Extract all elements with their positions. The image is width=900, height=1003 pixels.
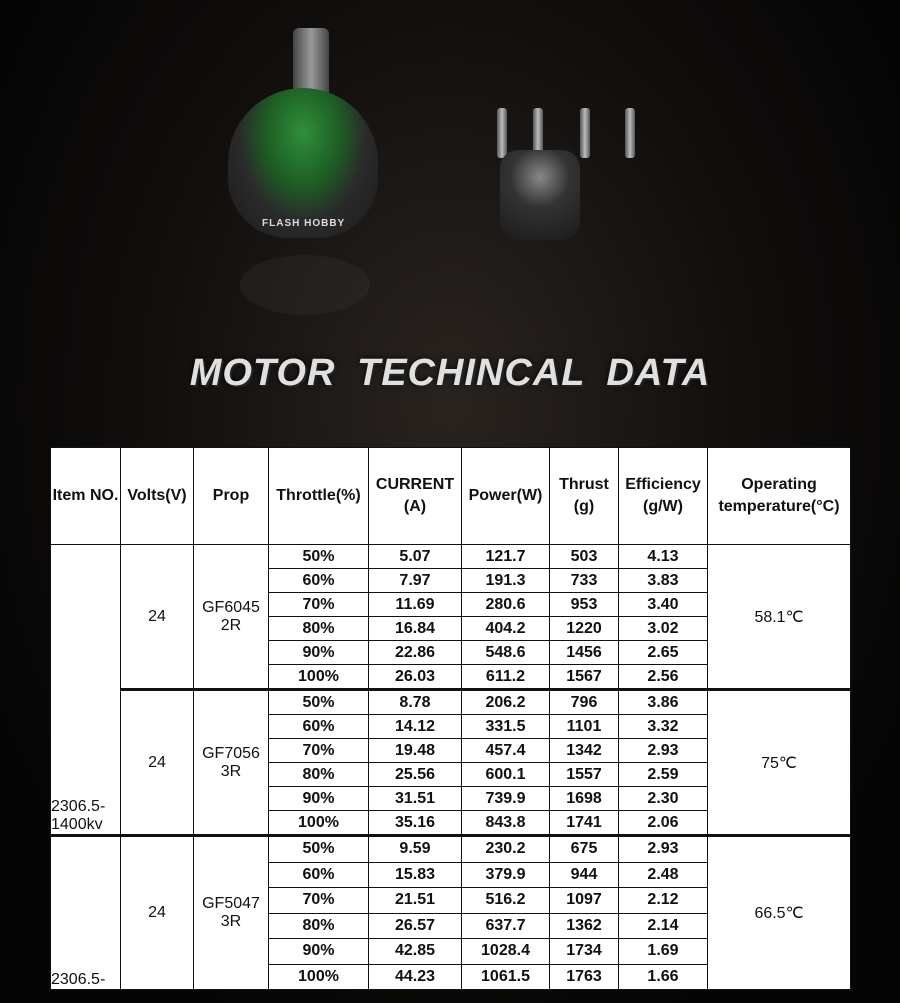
efficiency-cell: 1.69 [619, 939, 708, 965]
power-cell: 457.4 [462, 739, 550, 763]
power-cell: 843.8 [462, 811, 550, 836]
throttle-cell: 50% [269, 690, 369, 715]
header-thrust: Thrust (g) [550, 448, 619, 545]
throttle-cell: 80% [269, 913, 369, 939]
power-cell: 548.6 [462, 641, 550, 665]
item-no-cell: 2306.5-1400kv [51, 545, 121, 836]
prop-cell: GF7056 3R [194, 690, 269, 836]
prop-cell: GF5047 3R [194, 836, 269, 990]
header-power: Power(W) [462, 448, 550, 545]
current-cell: 19.48 [369, 739, 462, 763]
throttle-cell: 70% [269, 593, 369, 617]
power-cell: 280.6 [462, 593, 550, 617]
throttle-cell: 60% [269, 862, 369, 888]
current-cell: 26.03 [369, 665, 462, 690]
thrust-cell: 503 [550, 545, 619, 569]
throttle-cell: 50% [269, 836, 369, 863]
thrust-cell: 1698 [550, 787, 619, 811]
current-cell: 21.51 [369, 888, 462, 914]
header-prop: Prop [194, 448, 269, 545]
current-cell: 15.83 [369, 862, 462, 888]
throttle-cell: 80% [269, 617, 369, 641]
thrust-cell: 944 [550, 862, 619, 888]
efficiency-cell: 2.56 [619, 665, 708, 690]
current-cell: 44.23 [369, 964, 462, 990]
power-cell: 611.2 [462, 665, 550, 690]
thrust-cell: 1763 [550, 964, 619, 990]
power-cell: 121.7 [462, 545, 550, 569]
power-cell: 637.7 [462, 913, 550, 939]
operating-temp-cell: 75℃ [708, 690, 851, 836]
current-cell: 35.16 [369, 811, 462, 836]
item-no-cell: 2306.5- [51, 836, 121, 990]
current-cell: 25.56 [369, 763, 462, 787]
efficiency-cell: 2.93 [619, 739, 708, 763]
operating-temp-cell: 66.5℃ [708, 836, 851, 990]
header-throttle: Throttle(%) [269, 448, 369, 545]
power-cell: 404.2 [462, 617, 550, 641]
power-cell: 230.2 [462, 836, 550, 863]
screw-image [580, 108, 590, 158]
thrust-cell: 1220 [550, 617, 619, 641]
efficiency-cell: 2.93 [619, 836, 708, 863]
throttle-cell: 70% [269, 888, 369, 914]
current-cell: 11.69 [369, 593, 462, 617]
thrust-cell: 1342 [550, 739, 619, 763]
current-cell: 22.86 [369, 641, 462, 665]
power-cell: 516.2 [462, 888, 550, 914]
efficiency-cell: 1.66 [619, 964, 708, 990]
power-cell: 379.9 [462, 862, 550, 888]
power-cell: 739.9 [462, 787, 550, 811]
power-cell: 331.5 [462, 715, 550, 739]
power-cell: 600.1 [462, 763, 550, 787]
header-efficiency: Efficiency (g/W) [619, 448, 708, 545]
current-cell: 5.07 [369, 545, 462, 569]
efficiency-cell: 2.06 [619, 811, 708, 836]
thrust-cell: 953 [550, 593, 619, 617]
efficiency-cell: 2.65 [619, 641, 708, 665]
thrust-cell: 1741 [550, 811, 619, 836]
current-cell: 26.57 [369, 913, 462, 939]
header-volts: Volts(V) [121, 448, 194, 545]
page-title: MOTOR TECHINCAL DATA [189, 352, 711, 394]
header-item-no: Item NO. [51, 448, 121, 545]
efficiency-cell: 2.14 [619, 913, 708, 939]
power-cell: 1028.4 [462, 939, 550, 965]
current-cell: 8.78 [369, 690, 462, 715]
efficiency-cell: 2.59 [619, 763, 708, 787]
prop-cell: GF6045 2R [194, 545, 269, 690]
volts-cell: 24 [121, 836, 194, 990]
current-cell: 9.59 [369, 836, 462, 863]
table-row [51, 836, 851, 863]
efficiency-cell: 2.48 [619, 862, 708, 888]
lock-nut-image [500, 150, 580, 240]
efficiency-cell: 2.30 [619, 787, 708, 811]
table-header-row [51, 448, 851, 545]
current-cell: 31.51 [369, 787, 462, 811]
thrust-cell: 1734 [550, 939, 619, 965]
thrust-cell: 733 [550, 569, 619, 593]
volts-cell: 24 [121, 545, 194, 690]
throttle-cell: 90% [269, 641, 369, 665]
efficiency-cell: 4.13 [619, 545, 708, 569]
screw-image [625, 108, 635, 158]
thrust-cell: 796 [550, 690, 619, 715]
efficiency-cell: 3.32 [619, 715, 708, 739]
throttle-cell: 100% [269, 665, 369, 690]
throttle-cell: 90% [269, 939, 369, 965]
power-cell: 1061.5 [462, 964, 550, 990]
current-cell: 42.85 [369, 939, 462, 965]
thrust-cell: 1101 [550, 715, 619, 739]
power-cell: 206.2 [462, 690, 550, 715]
operating-temp-cell: 58.1℃ [708, 545, 851, 690]
motor-reflection [240, 255, 370, 315]
table-row [51, 690, 851, 715]
current-cell: 16.84 [369, 617, 462, 641]
header-current: CURRENT (A) [369, 448, 462, 545]
motor-image [228, 88, 378, 238]
motor-data-table [50, 447, 851, 990]
header-operating-temp: Operating temperature(°C) [708, 448, 851, 545]
current-cell: 14.12 [369, 715, 462, 739]
thrust-cell: 675 [550, 836, 619, 863]
thrust-cell: 1097 [550, 888, 619, 914]
throttle-cell: 50% [269, 545, 369, 569]
thrust-cell: 1456 [550, 641, 619, 665]
throttle-cell: 70% [269, 739, 369, 763]
throttle-cell: 60% [269, 715, 369, 739]
thrust-cell: 1557 [550, 763, 619, 787]
power-cell: 191.3 [462, 569, 550, 593]
table-row [51, 545, 851, 569]
efficiency-cell: 3.83 [619, 569, 708, 593]
thrust-cell: 1362 [550, 913, 619, 939]
brand-logo: FLASH HOBBY [262, 218, 346, 229]
thrust-cell: 1567 [550, 665, 619, 690]
screw-image [497, 108, 507, 158]
efficiency-cell: 3.86 [619, 690, 708, 715]
efficiency-cell: 2.12 [619, 888, 708, 914]
efficiency-cell: 3.40 [619, 593, 708, 617]
volts-cell: 24 [121, 690, 194, 836]
efficiency-cell: 3.02 [619, 617, 708, 641]
throttle-cell: 60% [269, 569, 369, 593]
current-cell: 7.97 [369, 569, 462, 593]
throttle-cell: 90% [269, 787, 369, 811]
throttle-cell: 100% [269, 964, 369, 990]
throttle-cell: 80% [269, 763, 369, 787]
throttle-cell: 100% [269, 811, 369, 836]
